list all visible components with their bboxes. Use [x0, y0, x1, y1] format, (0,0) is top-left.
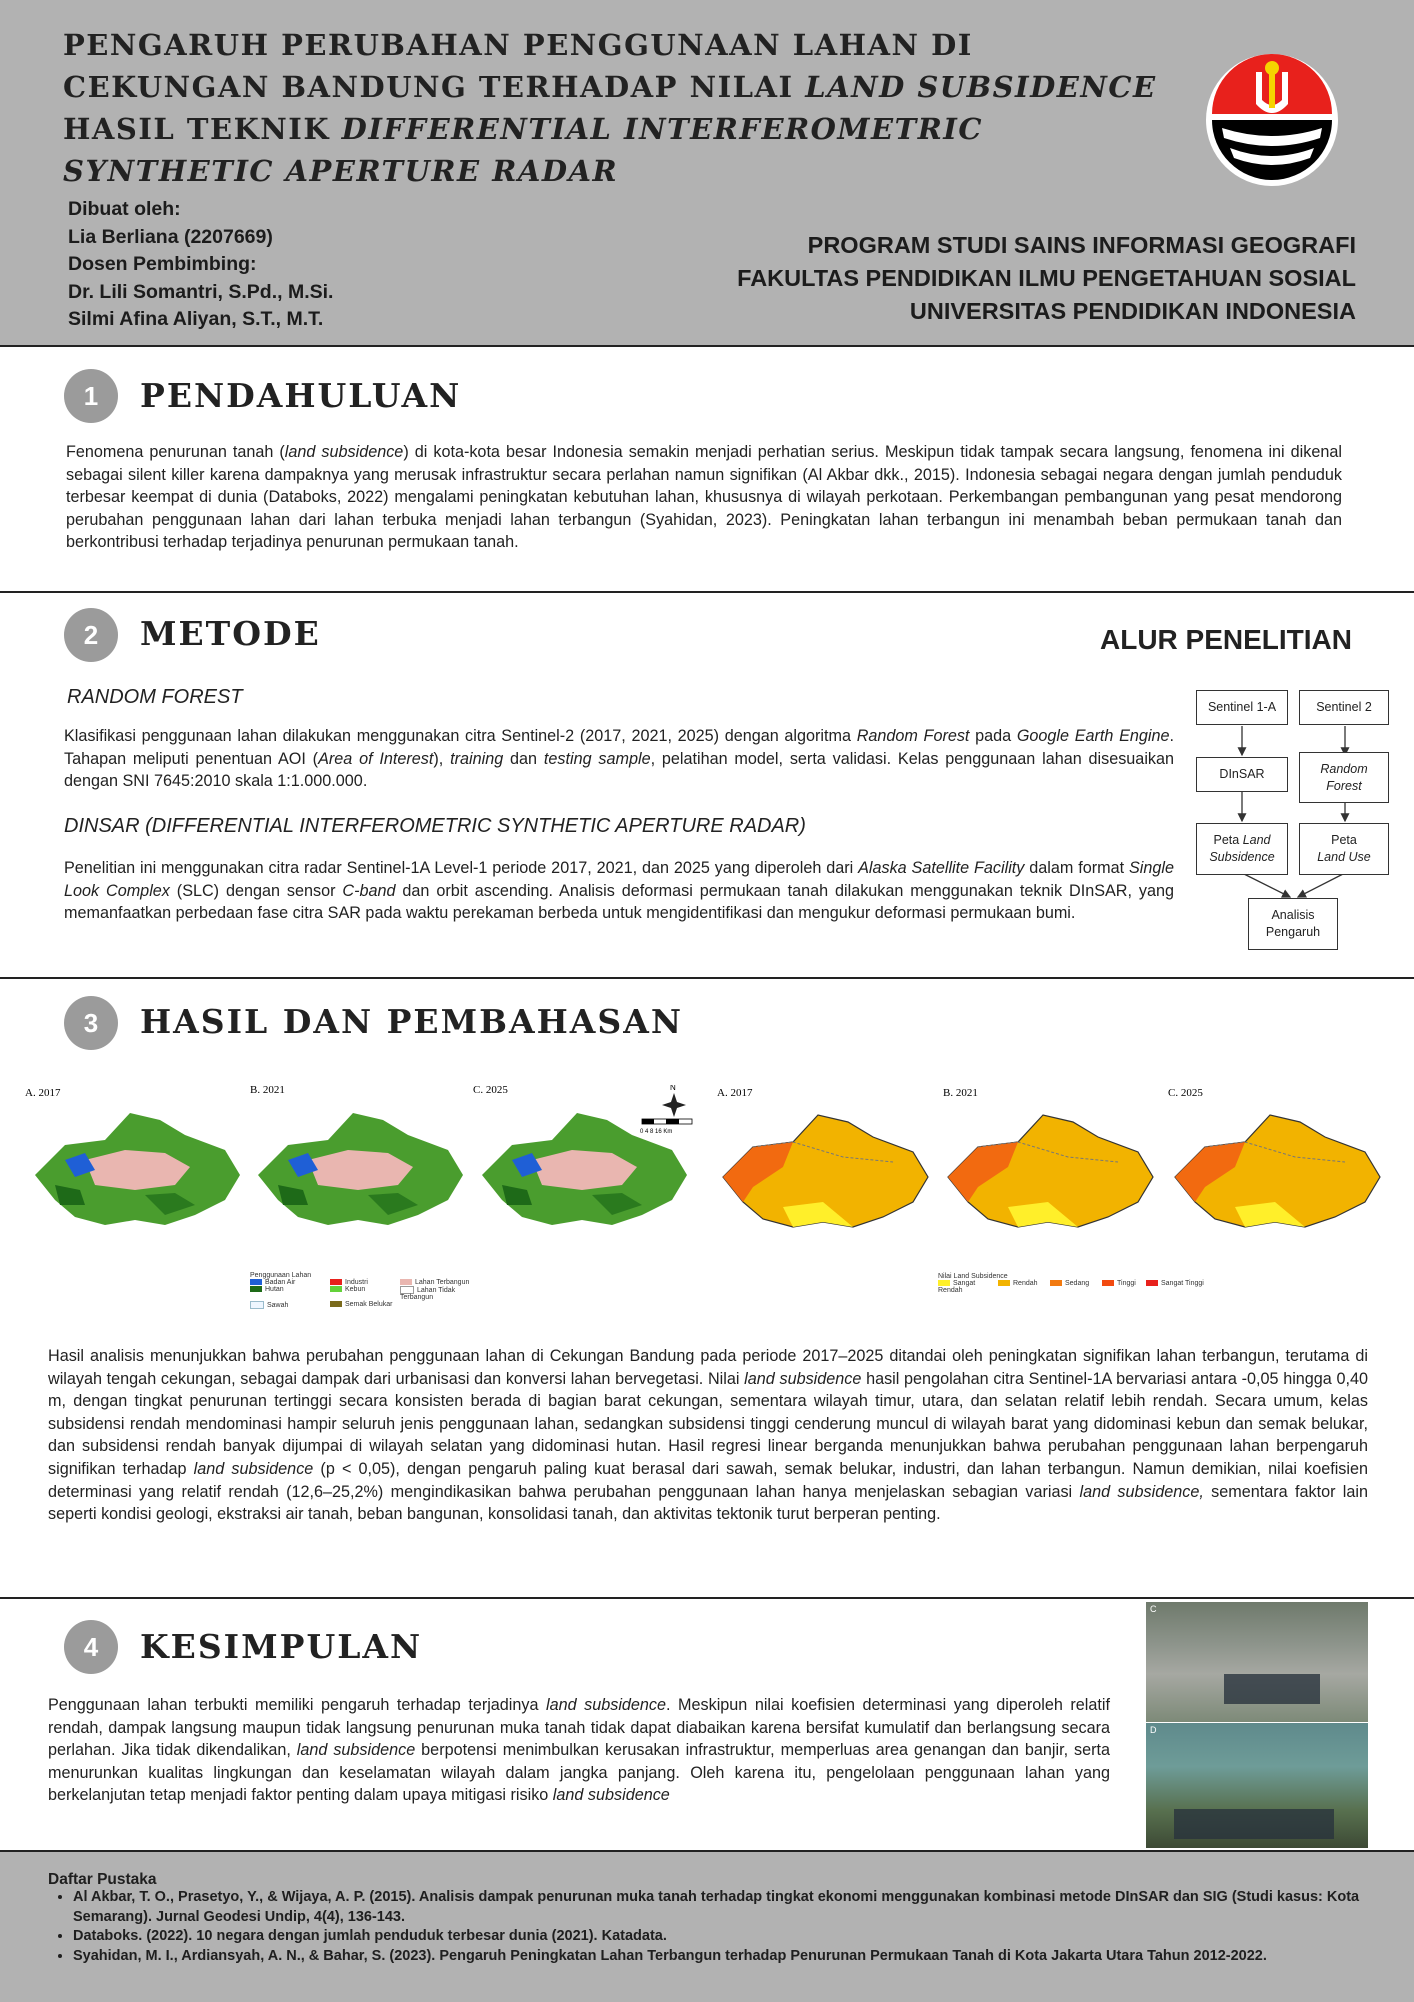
- map-label: C. 2025: [1168, 1087, 1203, 1099]
- flow-box-dinsar: DInSAR: [1196, 757, 1288, 792]
- land-subsidence-legend: Nilai Land Subsidence Sangat Rendah Rendah Sedang Tinggi Sangat Tinggi: [938, 1273, 1204, 1294]
- dinsar-paragraph: Penelitian ini menggunakan citra radar Sentinel-1A Level-1 periode 2017, 2021, dan 2025 yang diperoleh dari Alaska Satellite Facility dalam format Single Look Complex (SLC) dengan sensor C-band dan orbit ascending. Analisis deformasi permukaan tanah dilakukan menggunakan teknik DInSAR, yang memanfaatkan perbedaan fase citra SAR pada waktu perekaman berbeda untuk mengidentifikasi dan mengukur deformasi permukaan bumi.: [64, 859, 1174, 923]
- supervisor-label: Dosen Pembimbing:: [68, 253, 257, 275]
- title-part-italic: DIFFERENTIAL INTERFEROMETRIC SYNTHETIC APERTURE RADAR: [63, 112, 983, 188]
- faculty-name: FAKULTAS PENDIDIKAN ILMU PENGETAHUAN SOSIAL: [737, 265, 1356, 291]
- author-name: Lia Berliana (2207669): [68, 225, 273, 248]
- flow-box-sentinel2: Sentinel 2: [1299, 690, 1389, 725]
- map-label: A. 2017: [717, 1087, 753, 1099]
- title-part: PENGARUH PERUBAHAN PENGGUNAAN LAHAN DI CEKUNGAN BANDUNG TERHADAP NILAI: [63, 28, 973, 104]
- map-label: B. 2021: [250, 1085, 285, 1096]
- authors-block: [68, 196, 333, 334]
- title-part-italic: LAND SUBSIDENCE: [805, 70, 1157, 104]
- scale-bar-label: 0 4 8 16 Km: [640, 1129, 673, 1135]
- section-number: 4: [64, 1620, 118, 1674]
- results-paragraph: Hasil analisis menunjukkan bahwa perubahan penggunaan lahan di Cekungan Bandung pada periode 2017–2025 ditandai oleh peningkatan signifikan lahan terbangun, terutama di wilayah tengah cekungan, sebagai dampak dari urbanisasi dan konversi lahan bervegetasi. Nilai land subsidence hasil pengolahan citra Sentinel-1A bervariasi antara -0,05 hingga 0,40 m, dengan tingkat penurunan tertinggi secara konsisten berada di bagian barat cekungan, sementara wilayah timur, utara, dan selatan relatif lebih rendah. Secara umum, kelas subsidensi rendah mendominasi hampir seluruh jenis penggunaan lahan, sedangkan subsidensi tinggi cenderung muncul di wilayah barat yang didominasi kebun dan semak belukar, dan subsidensi rendah banyak dijumpai di wilayah selatan yang didominasi hutan. Hasil regresi linear berganda menunjukkan bahwa perubahan penggunaan lahan berpengaruh signifikan terhadap land subsidence (p < 0,05), dengan pengaruh paling kuat berasal dari sawah, semak belukar, industri, dan lahan terbangun. Namun demikian, nilai koefisien determinasi yang relatif rendah (12,6–25,2%) mengindikasikan bahwa perubahan penggunaan lahan hanya menjelaskan sebagian variasi land subsidence, sementara faktor lain seperti kondisi geologi, ekstraksi air tanah, beban bangunan, konsolidasi tanah, dan aktivitas tektonik turut berperan penting.: [48, 1347, 1369, 1524]
- intro-paragraph: Fenomena penurunan tanah (land subsidence) di kota-kota besar Indonesia semakin menjadi perhatian serius. Meskipun tidak tampak secara langsung, fenomena ini dikenal sebagai silent killer karena dampaknya yang merusak infrastruktur secara perlahan namun signifikan (Al Akbar dkk., 2015). Indonesia sebagai negara dengan jumlah penduduk terbesar keempat di dunia (Databoks, 2022) mengalami peningkatan kebutuhan lahan, khususnya di wilayah perkotaan. Perkembangan pembangunan yang pesat mendorong perubahan penggunaan lahan dari lahan terbuka menjadi lahan terbangun (Syahidan, 2023). Peningkatan lahan terbangun ini menambah beban permukaan tanah dan berkontribusi terhadap terjadinya penurunan permukaan tanah.: [66, 443, 1342, 552]
- land-use-legend: Penggunaan Lahan Badan Air Industri Lahan Terbangun Hutan Kebun Lahan Tidak Terbangun Sawah Semak Belukar: [250, 1272, 470, 1309]
- section-divider: [0, 1597, 1414, 1599]
- section-number: 2: [64, 608, 118, 662]
- field-photo-c: C: [1146, 1602, 1368, 1722]
- section-divider: [0, 977, 1414, 979]
- section-title: HASIL DAN PEMBAHASAN: [140, 1002, 683, 1041]
- section-divider: [0, 591, 1414, 593]
- references-title: Daftar Pustaka: [48, 1871, 157, 1888]
- flow-box-peta-land-use: Peta Land Use: [1299, 823, 1389, 875]
- flow-box-analisis-pengaruh: Analisis Pengaruh: [1248, 898, 1338, 950]
- section-number: 3: [64, 996, 118, 1050]
- map-label: A. 2017: [25, 1087, 61, 1099]
- title-part: HASIL TEKNIK: [63, 112, 342, 146]
- section-title: METODE: [140, 614, 321, 653]
- conclusion-paragraph: Penggunaan lahan terbukti memiliki pengaruh terhadap terjadinya land subsidence. Meskipun nilai koefisien determinasi yang diperoleh relatif rendah, dampak langsung maupun tidak langsung penurunan muka tanah tidak dapat diabaikan karena bersifat kumulatif dan berlangsung secara perlahan. Jika tidak dikendalikan, land subsidence berpotensi menimbulkan kerusakan infrastruktur, memperluas area genangan dan banjir, serta menurunkan kualitas lingkungan dan keselamatan wilayah dalam jangka panjang. Oleh karena itu, pengelolaan penggunaan lahan yang berkelanjutan tetap menjadi faktor penting dalam upaya mitigasi risiko land subsidence: [48, 1696, 1111, 1805]
- subsection-title: DINSAR (DIFFERENTIAL INTERFEROMETRIC SYNTHETIC APERTURE RADAR): [64, 815, 806, 837]
- university-logo: [1204, 52, 1340, 188]
- north-arrow-label: N: [670, 1085, 676, 1092]
- supervisor-name: Silmi Afina Aliyan, S.T., M.T.: [68, 308, 324, 330]
- field-photo-d: D: [1146, 1723, 1368, 1848]
- rf-paragraph: Klasifikasi penggunaan lahan dilakukan menggunakan citra Sentinel-2 (2017, 2021, 2025) dengan algoritma Random Forest pada Google Earth Engine. Tahapan meliputi penentuan AOI (Area of Interest), training dan testing sample, pelatihan model, serta validasi. Kelas penggunaan lahan disesuaikan dengan SNI 7645:2010 skala 1:1.000.000.: [64, 727, 1175, 791]
- map-label: C. 2025: [473, 1085, 508, 1096]
- references-list: [53, 1888, 1403, 1966]
- flowchart-title: ALUR PENELITIAN: [1100, 624, 1352, 655]
- section-number: 1: [64, 369, 118, 423]
- section-title: KESIMPULAN: [140, 1627, 423, 1666]
- map-label: B. 2021: [943, 1087, 978, 1099]
- university-name: UNIVERSITAS PENDIDIKAN INDONESIA: [909, 298, 1356, 324]
- flow-box-peta-land-subsidence: Peta Land Subsidence: [1196, 823, 1288, 875]
- reference-item: • Al Akbar, T. O., Prasetyo, Y., & Wijaya, A. P. (2015). Analisis dampak penurunan muka tanah terhadap tingkat ekonomi menggunakan kombinasi metode DInSAR dan SIG (Studi kasus: Kota Semarang). Jurnal Geodesi Undip, 4(4), 136-143.: [73, 1888, 1403, 1927]
- reference-item: • Databoks. (2022). 10 negara dengan jumlah penduduk terbesar dunia (2021). Katadata.: [73, 1927, 1403, 1947]
- flow-box-random-forest: Random Forest: [1299, 752, 1389, 803]
- supervisor-name: Dr. Lili Somantri, S.Pd., M.Si.: [68, 280, 334, 303]
- authors-label: Dibuat oleh:: [68, 198, 181, 220]
- flow-box-sentinel1a: Sentinel 1-A: [1196, 690, 1288, 725]
- section-title: PENDAHULUAN: [140, 376, 462, 415]
- poster-title: [63, 24, 1183, 192]
- subsection-title: RANDOM FOREST: [67, 686, 243, 708]
- institution-block: [737, 229, 1356, 328]
- reference-item: • Syahidan, M. I., Ardiansyah, A. N., & Bahar, S. (2023). Pengaruh Peningkatan Lahan Terbangun terhadap Penurunan Permukaan Tanah di Kota Jakarta Utara Tahun 2012-2022.: [73, 1947, 1403, 1967]
- program-name: PROGRAM STUDI SAINS INFORMASI GEOGRAFI: [807, 232, 1356, 258]
